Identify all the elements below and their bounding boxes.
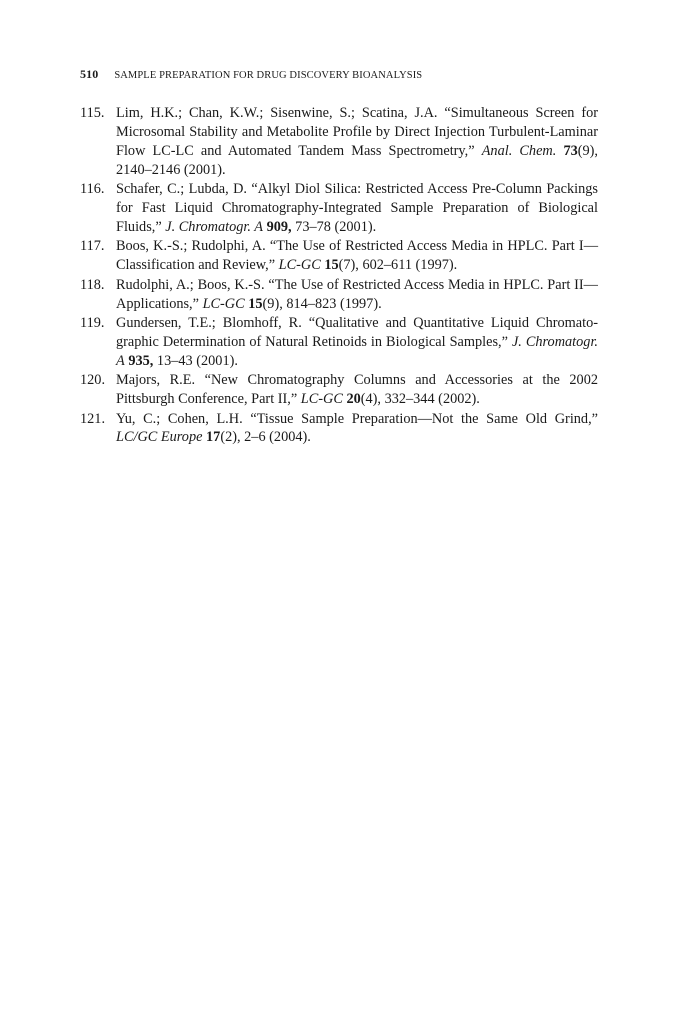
reference-details: 13–43 (2001).	[153, 352, 238, 369]
reference-volume: 15	[248, 295, 263, 312]
reference-number: 121.	[80, 410, 106, 427]
page-number: 510	[80, 67, 99, 81]
reference-volume: 73	[563, 142, 578, 159]
reference-item	[80, 314, 598, 371]
reference-list	[80, 104, 598, 448]
reference-volume: 935,	[128, 352, 154, 369]
reference-title: “The Use of Restricted Access Media in HPLC. Part I—Classification and Review,”	[116, 238, 598, 274]
reference-item	[80, 276, 598, 314]
reference-volume: 20	[346, 391, 361, 408]
reference-volume: 15	[324, 257, 339, 274]
reference-details: (4), 332–344 (2002).	[360, 391, 480, 408]
reference-authors: Schafer, C.; Lubda, D.	[116, 181, 252, 198]
reference-authors: Majors, R.E.	[116, 372, 205, 389]
reference-number: 119.	[80, 314, 105, 331]
reference-title: “Simultaneous Screen for Microsomal Stability and Metabolite Profile by Direct Injection Turbulent-Laminar Flow LC-LC and Automated Tandem Mass Spectrometry,”	[116, 105, 598, 159]
reference-number: 118.	[80, 276, 105, 293]
reference-journal: LC-GC	[202, 295, 245, 312]
reference-details: (9), 814–823 (1997).	[262, 295, 382, 312]
reference-title: “New Chromatography Columns and Accessories at the 2002 Pittsburgh Conference, Part II,”	[116, 372, 598, 408]
reference-volume: 17	[206, 429, 221, 446]
reference-title: “The Use of Restricted Access Media in HPLC. Part II—Applications,”	[116, 276, 598, 312]
reference-volume: 909,	[266, 218, 292, 235]
reference-authors: Lim, H.K.; Chan, K.W.; Sisenwine, S.; Scatina, J.A.	[116, 105, 445, 121]
reference-journal: LC/GC Europe	[116, 429, 203, 446]
reference-details: (7), 602–611 (1997).	[338, 257, 458, 274]
reference-item	[80, 104, 598, 180]
reference-number: 116.	[80, 181, 105, 198]
reference-item	[80, 371, 598, 409]
reference-title: “Qualitative and Quantitative Liquid Chromatographic Determination of Natural Retinoids in Biological Samples,”	[116, 314, 598, 350]
reference-authors: Yu, C.; Cohen, L.H.	[116, 410, 251, 427]
reference-details: (9), 2140–2146 (2001).	[116, 142, 598, 178]
reference-item	[80, 180, 598, 237]
reference-journal: LC-GC	[278, 257, 321, 274]
running-head	[80, 67, 422, 82]
reference-number: 115.	[80, 105, 105, 121]
reference-title: “Alkyl Diol Silica: Restricted Access Pre-Column Packings for Fast Liquid Chromatography-Integrated Sample Preparation of Biological Fluids,”	[116, 181, 598, 235]
reference-journal: Anal. Chem.	[481, 142, 557, 159]
reference-authors: Boos, K.-S.; Rudolphi, A.	[116, 238, 270, 255]
reference-title: “Tissue Sample Preparation—Not the Same Old Grind,”	[250, 410, 599, 427]
reference-journal: J. Chromatogr. A	[165, 218, 263, 235]
reference-journal: J. Chromatogr. A	[116, 333, 598, 369]
reference-details: 73–78 (2001).	[291, 218, 377, 235]
reference-item	[80, 237, 598, 275]
reference-number: 117.	[80, 238, 105, 255]
reference-authors: Rudolphi, A.; Boos, K.-S.	[116, 276, 269, 293]
reference-details: (2), 2–6 (2004).	[220, 429, 311, 446]
running-head-title: SAMPLE PREPARATION FOR DRUG DISCOVERY BIOANALYSIS	[114, 70, 423, 81]
reference-journal: LC-GC	[300, 391, 343, 408]
reference-number: 120.	[80, 372, 106, 389]
reference-authors: Gundersen, T.E.; Blomhoff, R.	[116, 314, 309, 331]
reference-item	[80, 410, 598, 448]
